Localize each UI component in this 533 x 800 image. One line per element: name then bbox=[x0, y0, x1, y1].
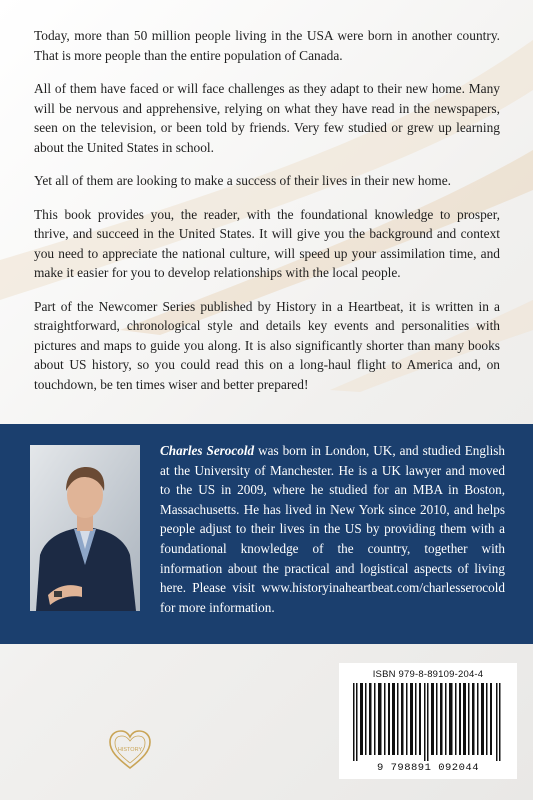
barcode-box bbox=[339, 663, 517, 779]
blurb-paragraph-2: All of them have faced or will face challenges as they adapt to their new home. Many will be nervous and apprehensive, relying on what they have read in the newspapers, seen on the television, or been told by friends. Very few studied or grew up learning about the United States in school. bbox=[34, 81, 500, 155]
blurb-paragraph-5: Part of the Newcomer Series published by History in a Heartbeat, it is written in a straightforward, chronological style and details key events and personalities with pictures and maps to guide you along. It is also significantly shorter than many books about US history, so you could read this on a long-haul flight to America and, on touchdown, be ten times wiser and better prepared! bbox=[34, 298, 500, 392]
blurb-paragraph-4: This book provides you, the reader, with the foundational knowledge to prosper, thrive, and succeed in the United States. It will give you the background and context you need to appreciate the national culture, will speed up your assimilation time, and make it easier for you to develop relationships with the local people. bbox=[34, 206, 500, 280]
isbn-digits: 9 798891 092044 bbox=[376, 762, 479, 774]
isbn-label: ISBN 979-8-89109-204-4 bbox=[372, 669, 484, 680]
publisher-logo-text: HISTORY bbox=[117, 747, 143, 753]
publisher-heart-logo-icon bbox=[107, 727, 153, 773]
author-bio-text: was born in London, UK, and studied English at the University of Manchester. He is a UK lawyer and moved to the US in 2009, where he studied for an MBA in Boston, Massachusetts. He has lived in New York since 2010, and helps people adjust to their lives in the US by providing them with a foundational knowledge of the country, together with information about the practical and logistical aspects of living here. Please visit www.historyinaheartbeat.com/charlesserocold for more information. bbox=[160, 443, 505, 615]
barcode-icon bbox=[351, 683, 505, 761]
book-description bbox=[34, 26, 500, 408]
blurb-paragraph-3: Yet all of them are looking to make a success of their lives in their new home. bbox=[34, 173, 451, 188]
blurb-paragraph-1: Today, more than 50 million people living in the USA were born in another country. That is more people than the entire population of Canada. bbox=[34, 28, 500, 63]
author-photo bbox=[30, 445, 140, 611]
author-name: Charles Serocold bbox=[160, 443, 255, 458]
author-bio bbox=[160, 441, 505, 617]
